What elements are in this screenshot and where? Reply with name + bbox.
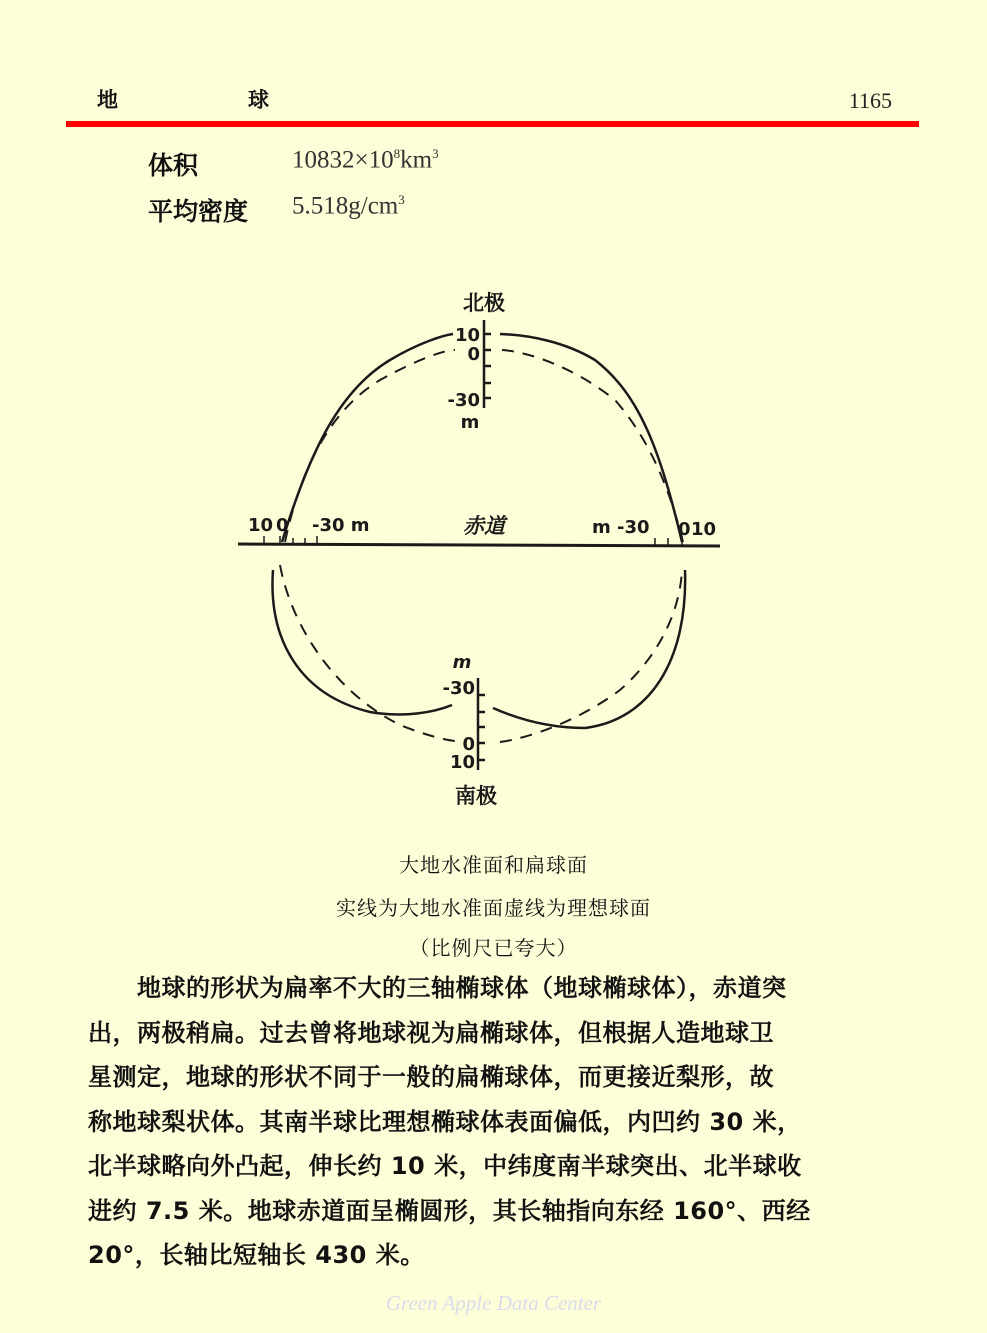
south-geoid-solid-right — [493, 570, 685, 728]
body-line: 星测定，地球的形状不同于一般的扁椭球体，而更接近梨形，故 — [88, 1063, 774, 1091]
spec-label: 体积 — [148, 151, 199, 180]
south-tick-0: 0 — [462, 734, 475, 755]
body-line: 进约 7.5 米。地球赤道面呈椭圆形，其长轴指向东经 160°、西经 — [88, 1196, 811, 1225]
south-scale — [478, 678, 485, 770]
spec-value-main: 10832×10 — [292, 146, 394, 174]
equator-line — [238, 544, 720, 546]
south-geoid-solid — [272, 570, 452, 714]
body-line: 出，两极稍扁。过去曾将地球视为扁椭球体，但根据人造地球卫 — [88, 1018, 774, 1047]
equator-right-0: 0 — [678, 519, 691, 540]
north-geoid-solid-right — [500, 334, 682, 542]
body-line: 地球的形状为扁率不大的三轴椭球体（地球椭球体），赤道突 — [88, 974, 787, 1002]
equator-right-10: 10 — [691, 519, 717, 540]
running-title-char-1: 地 — [97, 88, 118, 112]
body-line: 称地球梨状体。其南半球比理想椭球体表面偏低，内凹约 30 米， — [88, 1107, 802, 1136]
spec-unit-exp: 3 — [432, 146, 439, 161]
south-tick-10: 10 — [449, 752, 475, 773]
north-ellipsoid-dashed-right — [502, 350, 683, 542]
south-scale-unit: m — [452, 652, 472, 673]
running-title-char-2: 球 — [248, 88, 269, 112]
south-ellipsoid-dashed-right — [500, 570, 682, 742]
geoid-figure — [230, 280, 730, 820]
spec-value — [292, 146, 439, 174]
south-pole-label: 南极 — [455, 784, 497, 808]
spec-density — [148, 192, 405, 228]
north-tick-minus30: -30 — [447, 390, 480, 411]
watermark: Green Apple Data Center — [385, 1291, 602, 1315]
south-tick-minus30: -30 — [442, 678, 475, 699]
equator-right-minus30: m -30 — [592, 517, 650, 538]
south-ellipsoid-dashed — [280, 565, 455, 741]
equator-left-0: 0 — [276, 515, 289, 536]
body-line: 20°，长轴比短轴长 430 米。 — [88, 1241, 425, 1269]
spec-value-exp: 8 — [393, 146, 401, 161]
north-tick-10: 10 — [454, 325, 480, 346]
north-scale — [484, 320, 491, 408]
figure-caption-title: 大地水准面和扁球面 — [399, 853, 588, 877]
north-ellipsoid-dashed — [285, 350, 455, 542]
spec-value — [292, 192, 405, 220]
north-pole-label: 北极 — [463, 291, 505, 315]
north-geoid-solid — [282, 334, 453, 542]
body-line: 北半球略向外凸起，伸长约 10 米，中纬度南半球突出、北半球收 — [88, 1152, 802, 1180]
figure-caption-legend: 实线为大地水准面虚线为理想球面 — [336, 896, 651, 920]
body-paragraph — [88, 966, 918, 1278]
north-tick-0: 0 — [467, 344, 480, 365]
spec-value-main: 5.518g/cm — [292, 192, 399, 220]
spec-label: 平均密度 — [148, 197, 249, 226]
equator-label: 赤道 — [463, 514, 505, 538]
north-scale-unit: m — [460, 412, 480, 433]
page-number: 1165 — [848, 88, 892, 113]
equator-left-minus30: -30 m — [312, 515, 370, 536]
figure-caption-note: （比例尺已夸大） — [409, 936, 578, 960]
equator-left-10: 10 — [248, 515, 274, 536]
spec-value-unit: km — [400, 146, 433, 174]
header-rule — [66, 121, 919, 127]
spec-unit-exp: 3 — [398, 192, 405, 207]
